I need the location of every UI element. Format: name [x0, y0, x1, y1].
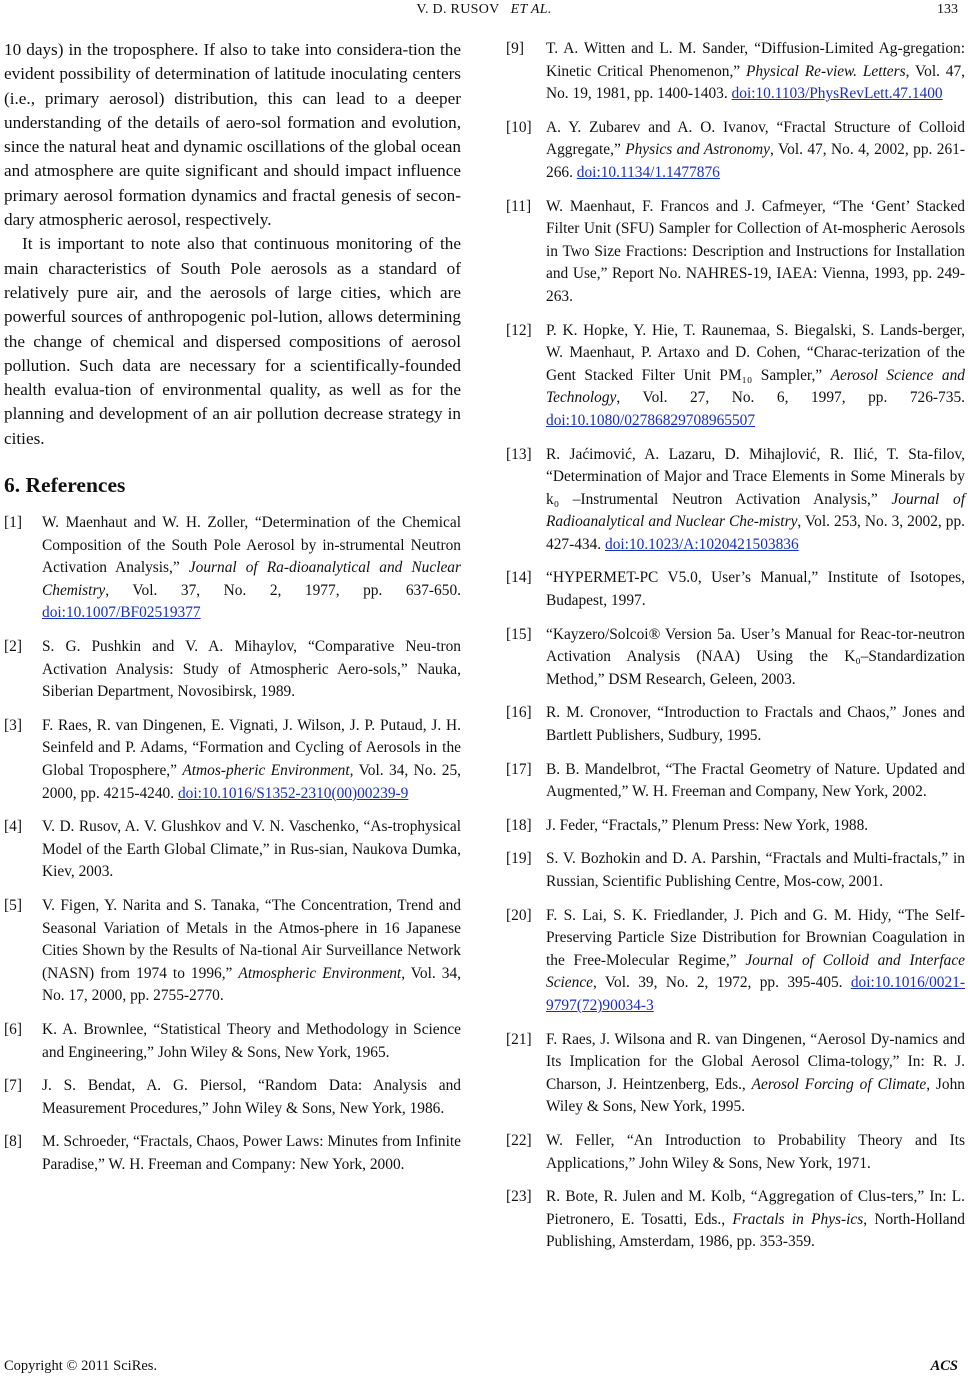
- reference-list-left: [4, 512, 461, 1176]
- reference-item: [506, 848, 965, 893]
- reference-details: , Vol. 34, No. 25, 2000, pp. 4215-4240.: [42, 761, 461, 802]
- body-paragraph-2: It is important to note also that continuous monitoring of the main characteristics of South Pole aerosols as a standard of relatively pure air, and the aerosols of large cities, which are powerful sources of anthropogenic pol-lution, allows determining the change of chemical and dispersed compositions of aerosol pollution. Such data are necessary for a scientifically-founded health evalua-tion of environmental quality, as well as for the planning and development of an air pollution decrease strategy in cities.: [4, 234, 461, 448]
- reference-number: [12]: [506, 321, 532, 339]
- reference-item: [506, 320, 965, 433]
- right-column: [506, 38, 965, 1265]
- reference-text: V. Figen, Y. Narita and S. Tanaka, “The Concentration, Trend and Seasonal Variation of Metals in the Atmos-phere in 16 Japanese Cities Shown by the Results of Na-tional Air Surveillance Network (NASN) from 1974 to 1996,”: [42, 896, 461, 982]
- doi-link[interactable]: doi:10.1016/0021-9797(72)90034-3: [546, 974, 965, 1014]
- reference-text: B. B. Mandelbrot, “The Fractal Geometry of Nature. Updated and Augmented,” W. H. Freeman and Company, New York, 2002.: [546, 760, 965, 801]
- reference-details: , North-Holland Publishing, Amsterdam, 1986, pp. 353-359.: [546, 1210, 965, 1251]
- reference-item: [506, 567, 965, 612]
- reference-source-title: Journal of Radioanalytical and Nuclear Che-mistry: [546, 490, 965, 531]
- left-column: [4, 38, 461, 1187]
- reference-text: J. Feder, “Fractals,” Plenum Press: New York, 1988.: [546, 816, 869, 834]
- reference-text: F. Raes, R. van Dingenen, E. Vignati, J. Wilson, J. P. Putaud, J. H. Seinfeld and P. Adams, “Formation and Cycling of Aerosols in the Global Troposphere,”: [42, 716, 461, 779]
- body-paragraph-1: 10 days) in the troposphere. If also to take into considera-tion the evident possibility of determination of latitude inoculating centers (i.e., primary aerosol) distribution, this can lead to a deeper understanding of the details of aero-sol formation and evolution, since the natural heat and dynamic oscillations of the global ocean and atmosphere are quite significant and should impact influence primary aerosol formation dynamics and fractal genesis of secon-dary atmospheric aerosol, respectively.: [4, 40, 461, 230]
- reference-number: [3]: [4, 716, 22, 734]
- reference-source-title: Aerosol Forcing of Climate: [751, 1075, 927, 1093]
- reference-text: S. V. Bozhokin and D. A. Parshin, “Fractals and Multi-fractals,” in Russian, Scientific Publishing Centre, Mos-cow, 2001.: [546, 850, 965, 890]
- reference-number: [20]: [506, 906, 532, 924]
- reference-text: F. S. Lai, S. K. Friedlander, J. Pich and G. M. Hidy, “The Self-Preserving Particle Size Distribution for Brownian Coagulation in the Free-Molecular Regime,”: [546, 906, 965, 969]
- reference-details: , John Wiley & Sons, New York, 1995.: [546, 1075, 965, 1116]
- reference-number: [16]: [506, 704, 532, 722]
- reference-source-title: Aerosol Science and Technology: [546, 366, 965, 407]
- copyright-notice: Copyright © 2011 SciRes.: [4, 1358, 158, 1374]
- reference-details: , Vol. 253, No. 3, 2002, pp. 427-434.: [546, 513, 966, 553]
- reference-item: [4, 895, 461, 1008]
- reference-source-title: Atmos-pheric Environment: [182, 761, 350, 779]
- reference-text: W. Maenhaut, F. Francos and J. Cafmeyer, “The ‘Gent’ Stacked Filter Unit (SFU) Sampler for Collection of At-mospheric Aerosols in Two Size Fractions: Description and Instructions for Installation and Use,” Report No. NAHRES-19, IAEA: Vienna, 1993, pp. 249-263.: [546, 197, 965, 305]
- reference-number: [2]: [4, 638, 22, 656]
- reference-text: T. A. Witten and L. M. Sander, “Diffusion-Limited Ag-gregation: Kinetic Critical Phenomenon,”: [546, 40, 965, 80]
- running-head-etal: ET AL.: [510, 2, 552, 17]
- reference-text: J. S. Bendat, A. G. Piersol, “Random Data: Analysis and Measurement Procedures,” John Wiley & Sons, New York, 1986.: [42, 1077, 461, 1117]
- reference-source-title: Fractals in Phys-ics: [732, 1210, 864, 1228]
- reference-number: [19]: [506, 850, 532, 868]
- section-title: 6. References: [4, 473, 126, 498]
- reference-item: [4, 512, 461, 625]
- reference-source-title: Atmospheric Environment: [238, 964, 402, 982]
- reference-text: R. M. Cronover, “Introduction to Fractals and Chaos,” Jones and Bartlett Publishers, Sudbury, 1995.: [546, 704, 965, 745]
- doi-link[interactable]: doi:10.1134/1.1477876: [576, 163, 720, 181]
- running-head: [0, 2, 968, 18]
- reference-number: [18]: [506, 816, 532, 834]
- reference-text: P. K. Hopke, Y. Hie, T. Raunemaa, S. Biegalski, S. Lands-berger, W. Maenhaut, P. Artaxo and D. Cohen, “Charac-terization of the Gent Stacked Filter Unit PM₁₀ Sampler,”: [546, 321, 965, 384]
- reference-text: W. Maenhaut and W. H. Zoller, “Determination of the Chemical Composition of the South Pole Aerosol by in-strumental Neutron Activation Analysis,”: [42, 514, 461, 577]
- reference-item: [506, 702, 965, 747]
- reference-item: [506, 624, 965, 692]
- reference-list-right: [506, 38, 965, 1254]
- reference-text: V. D. Rusov, A. V. Glushkov and V. N. Vaschenko, “As-trophysical Model of the Earth Global Climate,” in Rus-sian, Naukova Dumka, Kiev, 2003.: [42, 818, 461, 881]
- reference-number: [7]: [4, 1077, 22, 1095]
- reference-text: S. G. Pushkin and V. A. Mihaylov, “Comparative Neu-tron Activation Analysis: Study of Atmospheric Aero-sols,” Nauka, Siberian Department, Novosibirsk, 1989.: [42, 638, 461, 701]
- page-footer: [0, 1358, 968, 1378]
- reference-item: [4, 816, 461, 884]
- reference-text: “HYPERMET-PC V5.0, User’s Manual,” Institute of Isotopes, Budapest, 1997.: [546, 569, 965, 610]
- reference-details: , Vol. 34, No. 17, 2000, pp. 2755-2770.: [42, 964, 461, 1005]
- page-number: 133: [937, 2, 958, 17]
- reference-number: [14]: [506, 569, 532, 587]
- reference-text: R. Bote, R. Julen and M. Kolb, “Aggregation of Clus-ters,” In: L. Pietronero, E. Tosatti, Eds.,: [546, 1188, 965, 1228]
- reference-text: M. Schroeder, “Fractals, Chaos, Power Laws: Minutes from Infinite Paradise,” W. H. Freeman and Company: New York, 2000.: [42, 1133, 461, 1173]
- reference-item: [506, 815, 965, 838]
- reference-number: [22]: [506, 1131, 532, 1149]
- reference-number: [1]: [4, 514, 22, 532]
- reference-source-title: Physics and Astronomy: [625, 141, 770, 159]
- reference-source-title: Physical Re-view. Letters: [745, 62, 906, 80]
- reference-number: [11]: [506, 197, 532, 215]
- reference-number: [21]: [506, 1030, 532, 1048]
- reference-number: [13]: [506, 445, 532, 463]
- reference-item: [506, 444, 965, 557]
- reference-item: [506, 38, 965, 106]
- journal-abbrev: ACS: [930, 1358, 958, 1374]
- reference-details: , Vol. 39, No. 2, 1972, pp. 395-405.: [593, 974, 851, 992]
- reference-item: [506, 759, 965, 804]
- reference-number: [9]: [506, 40, 524, 57]
- reference-source-title: Journal of Colloid and Interface Science: [546, 951, 965, 992]
- reference-number: [6]: [4, 1020, 22, 1038]
- doi-link[interactable]: doi:10.1080/02786829708965507: [546, 411, 756, 429]
- reference-item: [4, 1075, 461, 1120]
- reference-item: [4, 715, 461, 805]
- reference-item: [506, 1186, 965, 1254]
- reference-details: , Vol. 37, No. 2, 1977, pp. 637-650.: [105, 581, 461, 599]
- reference-source-title: Journal of Ra-dioanalytical and Nuclear Chemistry: [42, 559, 461, 599]
- reference-text: A. Y. Zubarev and A. O. Ivanov, “Fractal Structure of Colloid Aggregate,”: [546, 118, 965, 159]
- reference-text: W. Feller, “An Introduction to Probability Theory and Its Applications,” John Wiley & Sons, New York, 1971.: [546, 1131, 965, 1172]
- reference-item: [506, 196, 965, 309]
- reference-number: [8]: [4, 1133, 22, 1151]
- reference-text: K. A. Brownlee, “Statistical Theory and Methodology in Science and Engineering,” John Wiley & Sons, New York, 1965.: [42, 1020, 461, 1061]
- doi-link[interactable]: doi:10.1103/PhysRevLett.47.1400: [731, 85, 943, 103]
- doi-link[interactable]: doi:10.1016/S1352-2310(00)00239-9: [177, 784, 409, 802]
- reference-item: [506, 1130, 965, 1175]
- page-header: [0, 0, 968, 24]
- reference-text: “Kayzero/Solcoi® Version 5a. User’s Manual for Reac-tor-neutron Activation Analysis (NAA) Using the K₀–Standardization Method,” DSM Research, Geleen, 2003.: [546, 625, 965, 688]
- reference-details: , Vol. 27, No. 6, 1997, pp. 726-735.: [616, 389, 965, 407]
- reference-details: , Vol. 47, No. 19, 1981, pp. 1400-1403.: [546, 62, 965, 103]
- reference-number: [23]: [506, 1188, 532, 1206]
- reference-number: [17]: [506, 760, 532, 778]
- reference-text: F. Raes, J. Wilsona and R. van Dingenen, “Aerosol Dy-namics and Its Implication for the Global Aerosol Clima-tology,” In: R. J. Charson, J. Heintzenberg, Eds.,: [546, 1030, 965, 1093]
- reference-item: [506, 905, 965, 1018]
- reference-item: [4, 1019, 461, 1064]
- doi-link[interactable]: doi:10.1023/A:1020421503836: [605, 535, 799, 553]
- reference-text: R. Jaćimović, A. Lazaru, D. Mihajlović, R. Ilić, T. Sta-filov, “Determination of Major and Trace Elements in Some Minerals by k₀ –Instrumental Neutron Activation Analysis,”: [546, 445, 965, 508]
- reference-number: [10]: [506, 118, 532, 136]
- reference-details: , Vol. 47, No. 4, 2002, pp. 261-266.: [546, 141, 966, 181]
- reference-number: [5]: [4, 896, 22, 914]
- running-head-author: V. D. RUSOV: [416, 2, 500, 17]
- reference-number: [15]: [506, 625, 532, 643]
- reference-item: [4, 636, 461, 704]
- doi-link[interactable]: doi:10.1007/BF02519377: [42, 604, 201, 622]
- reference-number: [4]: [4, 818, 22, 836]
- reference-item: [506, 117, 965, 185]
- reference-item: [4, 1131, 461, 1176]
- reference-item: [506, 1029, 965, 1119]
